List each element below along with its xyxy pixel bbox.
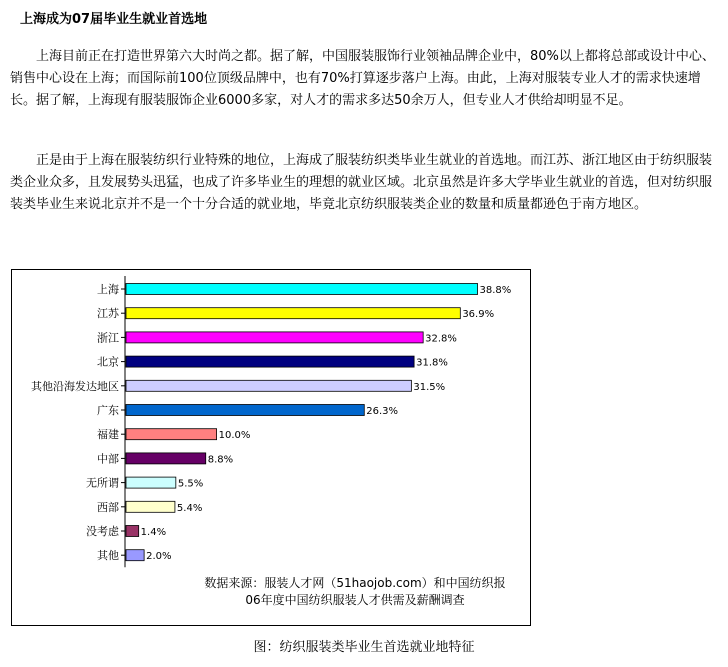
paragraph-1: 上海目前正在打造世界第六大时尚之都。据了解，中国服装服饰行业领袖品牌企业中，80%以上都将总部或设计中心、销售中心设在上海；而国际前100位顶级品牌中，也有70%打算逐步落户上海。由此，上海对服装专业人才的需求快速增长。据了解，上海现有服装服饰企业6000多家，对人才的需求多达50余万人，但专业人才供给却明显不足。 <box>10 49 715 108</box>
category-label: 中部 <box>97 452 119 466</box>
data-source-line-2: 06年度中国纺织服装人才供需及薪酬调查 <box>245 593 465 607</box>
bar-value-label: 32.8% <box>425 333 457 345</box>
bar <box>126 284 478 295</box>
bar-value-label: 5.5% <box>177 478 204 490</box>
category-label: 江苏 <box>97 307 119 321</box>
bar-value-label: 8.8% <box>207 454 234 466</box>
paragraph-2: 正是由于上海在服装纺织行业特殊的地位，上海成了服装纺织类毕业生就业的首选地。而江苏、浙江地区由于纺织服装类企业众多，且发展势头迅猛，也成了许多毕业生的理想的就业区域。北京虽然是许多大学毕业生就业的首选，但对纺织服装类毕业生来说北京并不是一个十分合适的就业地，毕竟北京纺织服装类企业的数量和质量都逊色于南方地区。 <box>10 153 713 212</box>
bar-value-label: 26.3% <box>366 406 399 417</box>
category-label: 无所谓 <box>86 476 119 490</box>
bar-chart <box>12 270 530 625</box>
bar-value-label: 36.9% <box>462 309 495 321</box>
bar <box>126 526 139 537</box>
category-label: 西部 <box>97 500 119 514</box>
bar-value-label: 38.8% <box>479 285 512 296</box>
bar-value-label: 10.0% <box>218 430 251 442</box>
chart-frame <box>11 269 531 626</box>
bar <box>126 405 364 416</box>
data-source <box>190 575 520 609</box>
category-label: 福建 <box>97 428 119 442</box>
bar-value-label: 2.0% <box>146 551 172 563</box>
category-label: 其他 <box>97 549 119 563</box>
bar <box>126 501 175 512</box>
article-title: 上海成为07届毕业生就业首选地 <box>20 12 208 27</box>
bar <box>126 550 144 561</box>
bar <box>126 477 176 488</box>
category-label: 浙江 <box>97 331 119 345</box>
bar <box>126 380 411 391</box>
category-label: 广东 <box>97 404 119 417</box>
category-label: 没考虑 <box>86 525 119 538</box>
bar-value-label: 31.8% <box>416 357 448 369</box>
bar <box>126 332 423 343</box>
bar-value-label: 1.4% <box>140 527 167 538</box>
bar <box>126 356 414 367</box>
bar <box>126 308 460 319</box>
category-label: 上海 <box>97 283 119 296</box>
category-label: 北京 <box>97 355 119 369</box>
bar-value-label: 5.4% <box>176 502 203 514</box>
figure-caption: 图：纺织服装类毕业生首选就业地特征 <box>253 640 475 655</box>
data-source-line-1: 数据来源：服装人才网（51haojob.com）和中国纺织报 <box>204 576 506 590</box>
bar <box>126 453 206 464</box>
category-label: 其他沿海发达地区 <box>31 379 119 393</box>
bar-value-label: 31.5% <box>413 381 446 393</box>
bar <box>126 429 217 440</box>
